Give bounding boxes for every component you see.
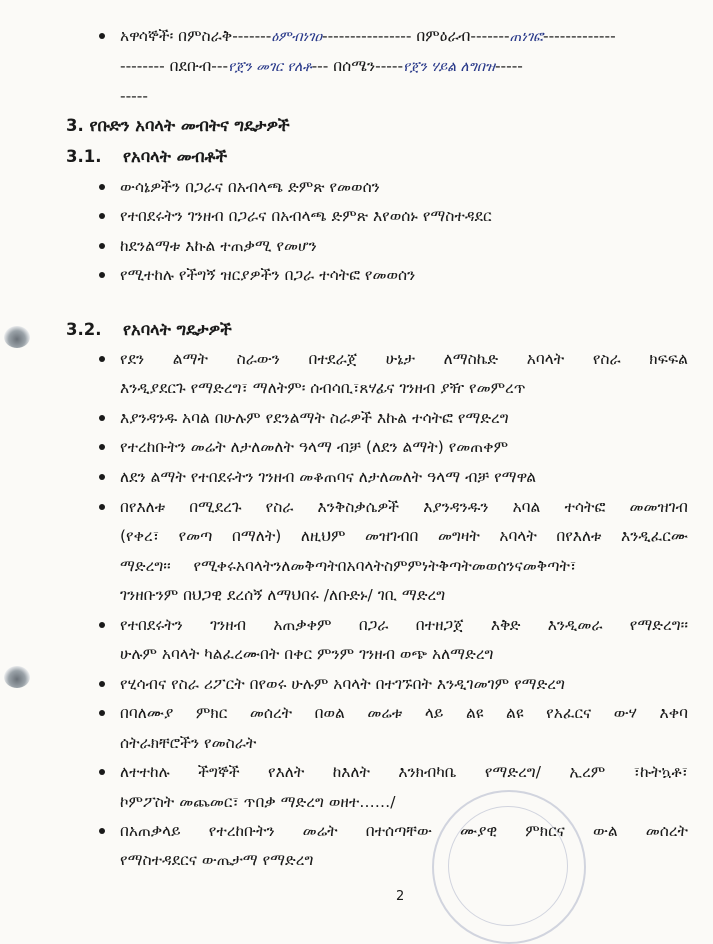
official-stamp: [432, 790, 586, 944]
right-item: ውሳኔዎችን በጋራና በአብላጫ ድምጽ የመወሰን: [120, 178, 380, 196]
duty-line: በየእለቱ በሚደረጉ የስራ እንቅስቃሴዎች እያንዳንዱን አባል ተሳትፎ መመዝገብ: [120, 498, 688, 516]
south-label: በደቡብ: [169, 57, 212, 75]
bullet: [99, 710, 105, 716]
north-value: የጀን ሃይል ለግበዝ: [403, 59, 495, 75]
subsection-number-2: 3.2.: [66, 320, 102, 339]
page-number: 2: [396, 889, 405, 904]
subsection-title-rights: የአባላት መብቶች: [123, 147, 228, 166]
duty-line: (የቀረ፣ የመጣ በማለት) ለዚህም መዝገብበ መግዛት አባላት በየእለቱ እንዲፈርሙ: [120, 527, 688, 545]
duty-line: እያንዳንዱ አባል በሁሉም የደንልማት ስራዎች እኩል ተሳትፎ የማድረግ: [120, 409, 509, 427]
duty-line: ለደን ልማት የተበደሩትን ገንዘብ መቆጠባና ለታለመለት ዓላማ ብቻ የማዋል: [120, 468, 537, 486]
duty-line: ኮምፖስት መጨመር፣ ጥበቃ ማድረግ ወዘተ……/: [120, 793, 396, 811]
bullet: [99, 769, 105, 775]
duty-line: ሁሉም አባላት ካልፈረሙበት በቀር ምንም ገንዘብ ወጭ አለማድረግ: [120, 645, 494, 663]
bullet: [99, 184, 105, 190]
right-item: የተበደሩትን ገንዘብ በጋራና በአብላጫ ድምጽ እየወሰኑ የማስተዳደር: [120, 207, 492, 225]
subsection-title-duties: የአባላት ግዴታዎች: [123, 320, 232, 339]
bullet: [99, 213, 105, 219]
duty-line: ማድረግ፡፡ የሚቀሩአባላትንለመቅጣትበአባላትስምምነትቅጣትመወሰንናመቅጣት፣: [120, 557, 577, 575]
west-label: በምዕራብ: [416, 27, 471, 45]
bullet: [99, 33, 105, 39]
duty-line: የተረከቡትን መሬት ለታለመለት ዓላማ ብቻ (ለደን ልማት) የመጠቀም: [120, 438, 509, 456]
duty-line: ለተተከሉ ችግኞች የእለት ከእለት እንክብካቤ የማድረግ/ ኢረም ፣ኩትኳቶ፣: [120, 763, 688, 781]
boundary-label: አዋሳኞች፡ በምስራቅ: [120, 27, 233, 45]
south-value: የጀን መገር የለቶ: [228, 59, 312, 75]
duty-line: በባለሙያ ምክር መሰረት በወል መሬቱ ላይ ልዩ ልዩ የአፈርና ውሃ እቀባ: [120, 704, 688, 722]
punch-hole-top: [4, 326, 30, 348]
bullet: [99, 415, 105, 421]
subsection-number-1: 3.1.: [66, 147, 102, 166]
bullet: [99, 504, 105, 510]
punch-hole-bottom: [4, 666, 30, 688]
east-value: ዕምብነገዐ: [271, 29, 322, 45]
duty-line: የማስተዳደርና ውጤታማ የማድረግ: [120, 851, 314, 869]
bullet: [99, 474, 105, 480]
bullet: [99, 243, 105, 249]
west-value: ጠነገፎ: [509, 29, 543, 45]
duty-line: እንዲያደርጉ የማድረግ፣ ማለትም፡ ሰብሳቢ፣ጸሃፊና ገንዘብ ያዥ የመምረጥ: [120, 379, 526, 397]
boundary-trail: -----: [120, 87, 148, 105]
duty-line: የደን ልማት ስራውን በተደራጀ ሁኔታ ለማስኬድ አባላት የስራ ክፍፍል: [120, 350, 688, 368]
boundary-line-2: -------- በደቡብ---የጀን መገር የለቶ--- በሰሜን-----የጀን ሃይል ለግበዝ-----: [120, 57, 523, 75]
duty-line: የሂሳብና የስራ ሪፖርት በየወሩ ሁሉም አባላት በተገኙበት እንዲገመገም የማድረግ: [120, 675, 565, 693]
boundary-line-1: አዋሳኞች፡ በምስራቅ-------ዕምብነገዐ---------------- በምዕራብ-------ጠነገፎ-------------: [120, 27, 616, 45]
bullet: [99, 622, 105, 628]
right-item: ከደንልማቱ እኩል ተጠቃሚ የመሆን: [120, 237, 317, 255]
bullet: [99, 272, 105, 278]
bullet: [99, 356, 105, 362]
bullet: [99, 444, 105, 450]
section-title: 3. የቡድን አባላት መብትና ግዴታዎች: [66, 116, 290, 135]
duty-line: ገንዘቡንም በህጋዊ ደረሰኝ ለማህበሩ /ለቡድኑ/ ገቢ ማድረግ: [120, 586, 446, 604]
duty-line: ሰትራክቸሮችን የመስራት: [120, 734, 257, 752]
bullet: [99, 681, 105, 687]
bullet: [99, 828, 105, 834]
duty-line: በአጠቃላይ የተረከቡትን መሬት በተሰጣቸው ሙያዊ ምክርና ውል መሰረት: [120, 822, 688, 840]
north-label: በሰሜን: [333, 57, 376, 75]
duty-line: የተበደሩትን ገንዘብ አጠቃቀም በጋራ በተዘጋጀ እቅድ እንዲመራ የማድረግ፡፡: [120, 616, 688, 634]
right-item: የሚተከሉ የችግኝ ዝርያዎችን በጋራ ተሳትፎ የመወሰን: [120, 266, 416, 284]
